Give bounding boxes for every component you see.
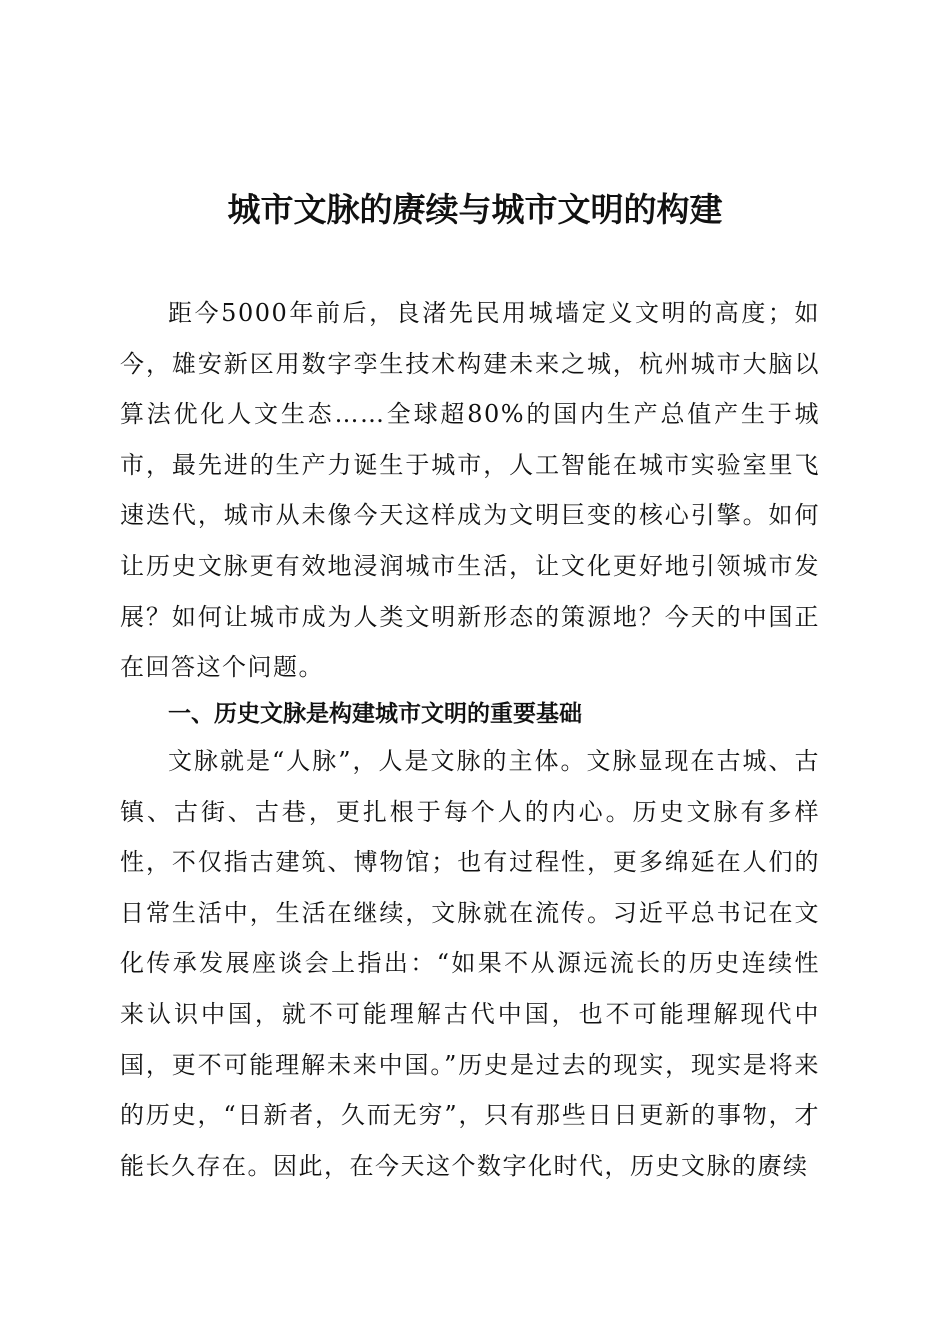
section-paragraph: 文脉就是“人脉”，人是文脉的主体。文脉显现在古城、古镇、古街、古巷，更扎根于每个人的内心。历史文脉有多样性，不仅指古建筑、博物馆；也有过程性，更多绵延在人们的日常生活中，生活在继续，文脉就在流传。习近平总书记在文化传承发展座谈会上指出：“如果不从源远流长的历史连续性来认识中国，就不可能理解古代中国，也不可能理解现代中国，更不可能理解未来中国。”历史是过去的现实，现实是将来的历史，“日新者，久而无穷”，只有那些日日更新的事物，才能长久存在。因此，在今天这个数字化时代，历史文脉的赓续 <box>120 747 820 1180</box>
intro-paragraph: 距今5000年前后，良渚先民用城墙定义文明的高度；如今，雄安新区用数字孪生技术构建未来之城，杭州城市大脑以算法优化人文生态……全球超80%的国内生产总值产生于城市，最先进的生产力诞生于城市，人工智能在城市实验室里飞速迭代，城市从未像今天这样成为文明巨变的核心引擎。如何让历史文脉更有效地浸润城市生活，让文化更好地引领城市发展？如何让城市成为人类文明新形态的策源地？今天的中国正在回答这个问题。 <box>120 299 820 682</box>
document-title: 城市文脉的赓续与城市文明的构建 <box>227 190 723 229</box>
section-heading: 一、历史文脉是构建城市文明的重要基础 <box>168 701 582 727</box>
